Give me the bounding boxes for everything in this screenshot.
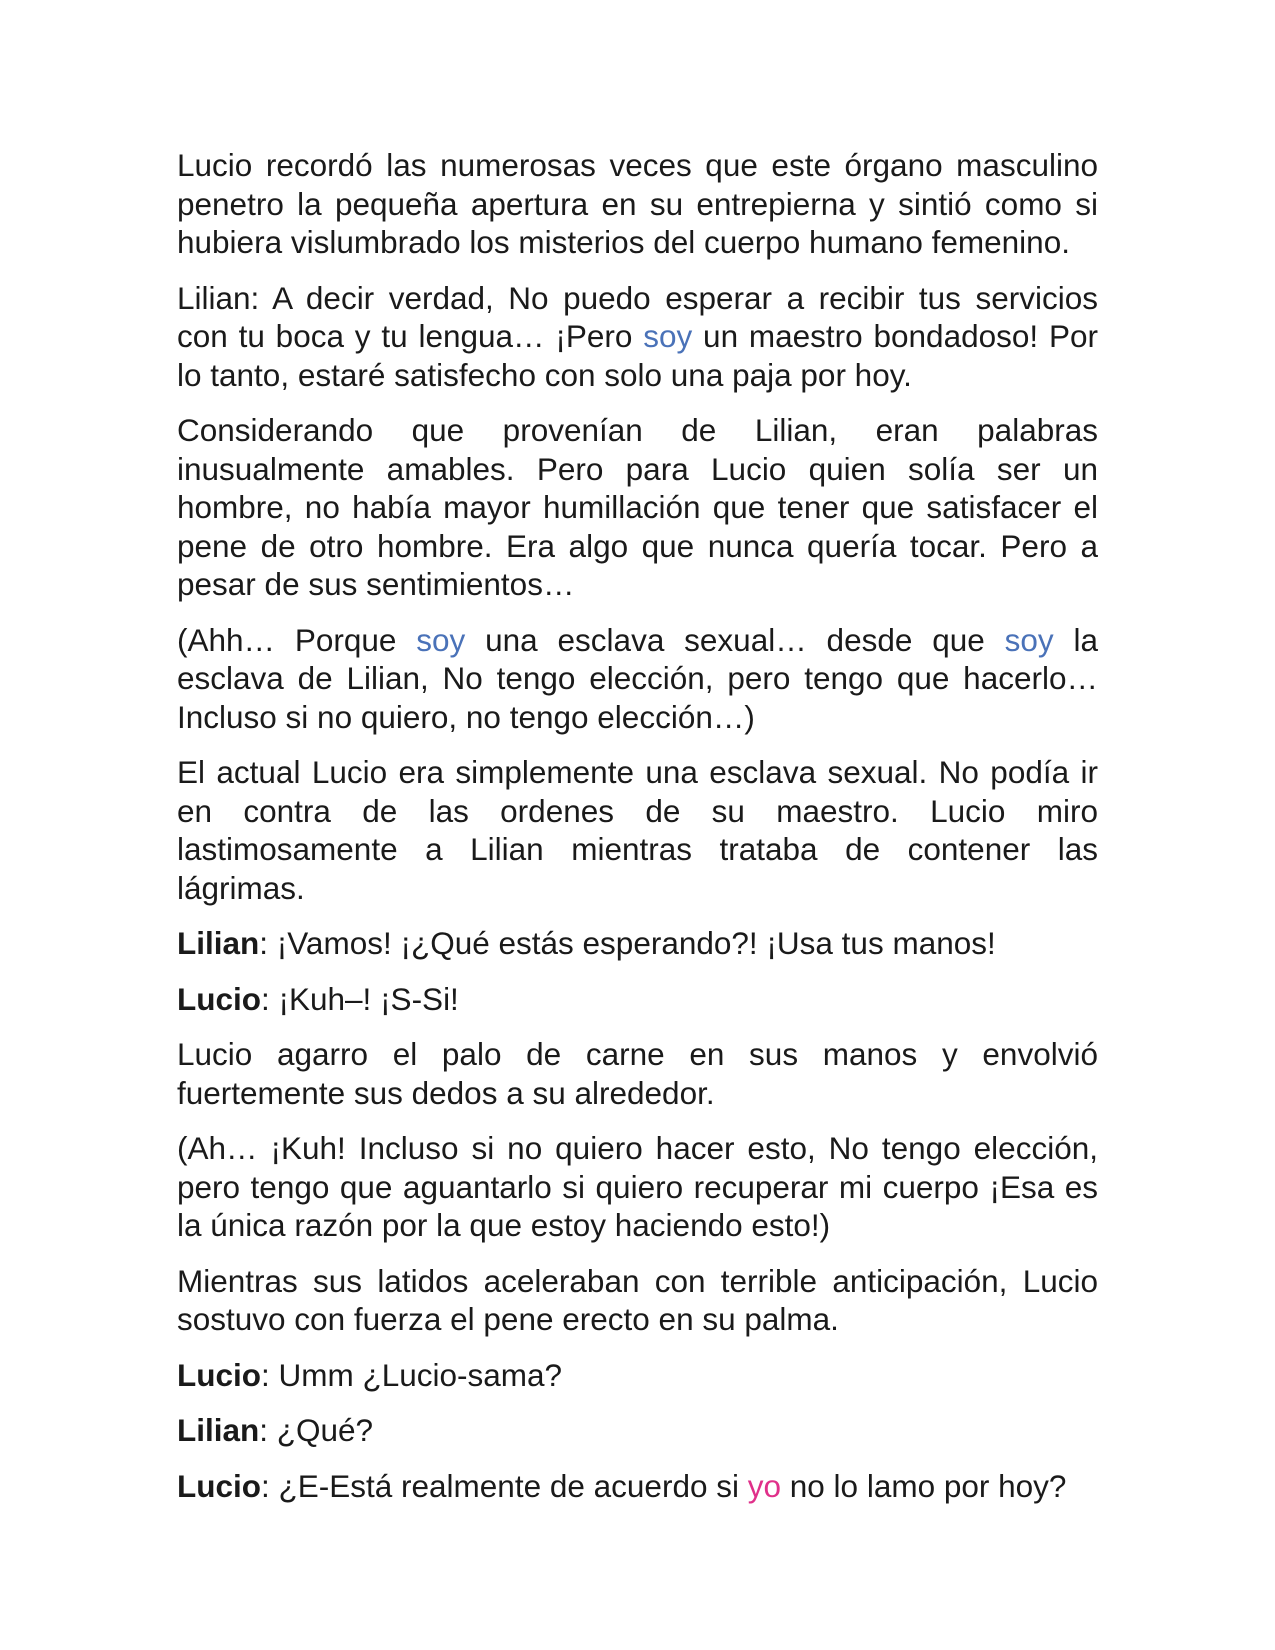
paragraph-6: Lucio agarro el palo de carne en sus manos y envolvió fuertemente sus dedos a su alrededor. xyxy=(177,1036,1098,1111)
dialogue-line-2 xyxy=(177,980,1098,1019)
paragraph-2 xyxy=(177,279,1098,395)
paragraph-2-text-b: un maestro bondadoso! Por lo tanto, estaré satisfecho con solo una paja por hoy. xyxy=(177,318,1098,393)
paragraph-3: Considerando que provenían de Lilian, eran palabras inusualmente amables. Pero para Lucio quien solía ser un hombre, no había mayor humillación que tener que satisfacer el pene de otro hombre. Era algo que nunca quería tocar. Pero a pesar de sus sentimientos… xyxy=(177,412,1098,602)
highlight-soy-1: soy xyxy=(416,621,466,658)
speaker-name: Lilian xyxy=(177,1412,260,1448)
paragraph-4 xyxy=(177,621,1098,737)
dialogue-line-4 xyxy=(177,1411,1098,1450)
speaker-name: Lucio xyxy=(177,1467,261,1504)
paragraph-4-text-a: (Ahh… Porque xyxy=(177,621,417,658)
speaker-name: Lucio xyxy=(177,1356,261,1393)
paragraph-4-text-b: una esclava sexual… desde que xyxy=(465,621,1005,658)
dialogue-line-1 xyxy=(177,924,1098,963)
dialogue-line-5 xyxy=(177,1467,1098,1506)
paragraph-4-text-c: la esclava de Lilian, No tengo elección, pero tengo que hacerlo… Incluso si no quiero, no tengo elección…) xyxy=(177,621,1098,735)
speaker-name: Lucio xyxy=(177,980,261,1017)
dialogue-text: : Umm ¿Lucio-sama? xyxy=(261,1356,563,1393)
paragraph-1: Lucio recordó las numerosas veces que este órgano masculino penetro la pequeña apertura en su entrepierna y sintió como si hubiera vislumbrado los misterios del cuerpo humano femenino. xyxy=(177,147,1098,260)
paragraph-5: El actual Lucio era simplemente una esclava sexual. No podía ir en contra de las ordenes de su maestro. Lucio miro lastimosamente a Lilian mientras trataba de contener las lágrimas. xyxy=(177,754,1098,906)
document-page xyxy=(177,146,1098,1522)
dialogue-text: : ¡Vamos! ¡¿Qué estás esperando?! ¡Usa tus manos! xyxy=(259,925,996,961)
paragraph-8: Mientras sus latidos aceleraban con terrible anticipación, Lucio sostuvo con fuerza el pene erecto en su palma. xyxy=(177,1262,1098,1337)
highlight-soy: soy xyxy=(643,318,693,354)
highlight-yo: yo xyxy=(747,1467,782,1504)
dialogue-text-a: : ¿E-Está realmente de acuerdo si xyxy=(261,1467,748,1504)
dialogue-line-3 xyxy=(177,1356,1098,1395)
dialogue-text: : ¡Kuh–! ¡S-Si! xyxy=(261,980,459,1017)
highlight-soy-2: soy xyxy=(1004,621,1054,658)
speaker-name: Lilian xyxy=(177,925,260,961)
paragraph-7: (Ah… ¡Kuh! Incluso si no quiero hacer esto, No tengo elección, pero tengo que aguantarlo si quiero recuperar mi cuerpo ¡Esa es la única razón por la que estoy haciendo esto!) xyxy=(177,1130,1098,1243)
paragraph-2-text-a: Lilian: A decir verdad, No puedo esperar a recibir tus servicios con tu boca y tu lengua… ¡Pero xyxy=(177,279,1098,354)
dialogue-text: : ¿Qué? xyxy=(259,1412,374,1448)
dialogue-text-b: no lo lamo por hoy? xyxy=(781,1467,1067,1504)
